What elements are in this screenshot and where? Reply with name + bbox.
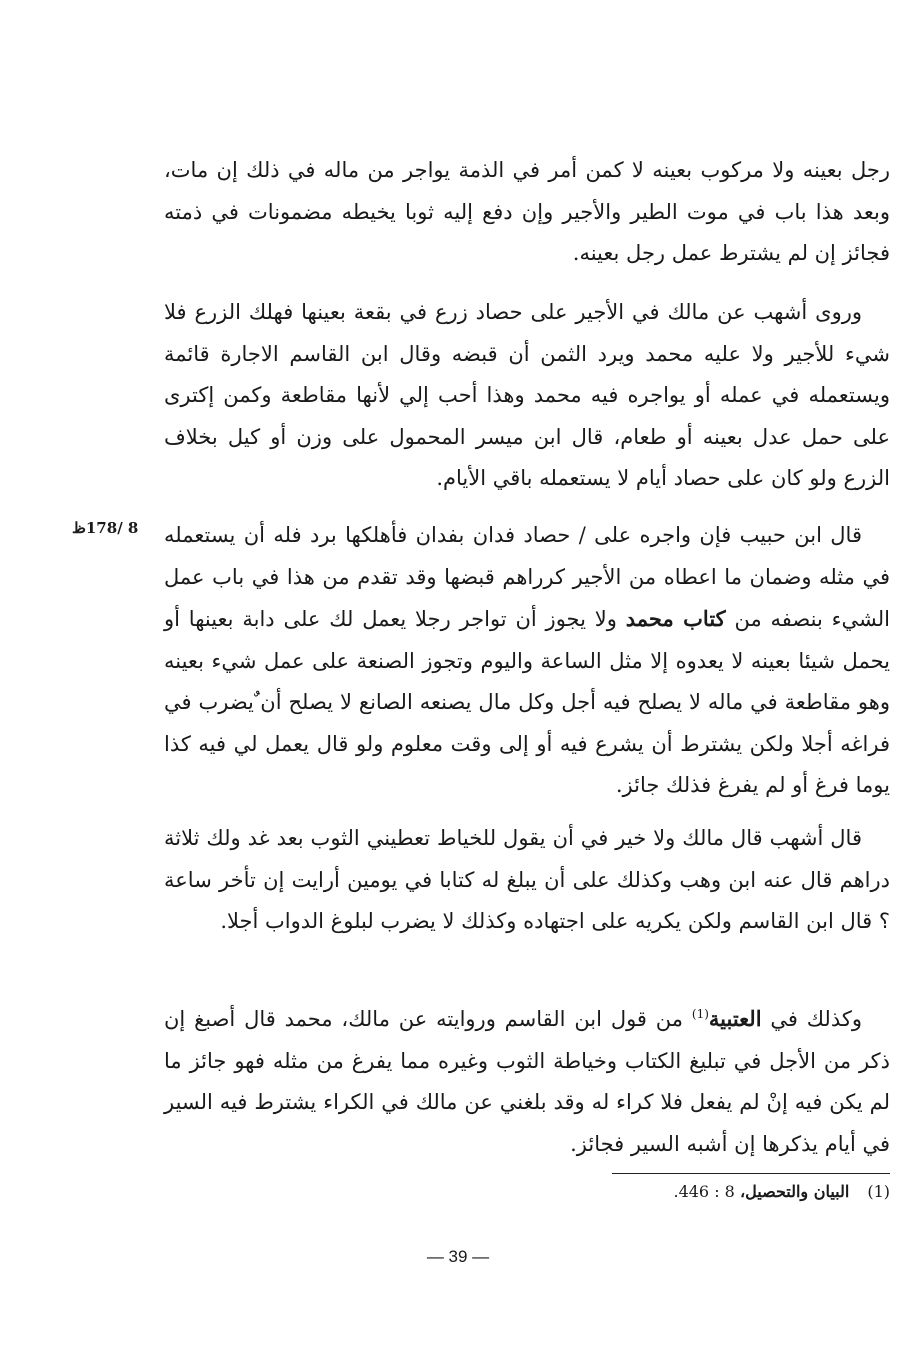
paragraph-1 <box>164 150 890 275</box>
footnote-marker: (1) <box>867 1182 890 1201</box>
paragraph-3 <box>164 515 890 807</box>
manuscript-folio-marker: 8 /178ظ <box>72 519 139 537</box>
paragraph-4 <box>164 818 890 943</box>
paragraph-4-text: قال أشهب قال مالك ولا خير في أن يقول للخياط تعطيني الثوب بعد غد ولك ثلاثة دراهم قال عنه ابن وهب وكذلك على أن يبلغ له كتابا في يومين أرايت إن تأخر ساعة ؟ قال ابن القاسم ولكن يكريه على اجتهاده وكذلك لا يضرب لبلوغ الدواب أجلا. <box>164 826 890 933</box>
book-title-kitab-muhammad: كتاب محمد <box>625 606 726 631</box>
paragraph-3-part-2: ولا يجوز أن تواجر رجلا يعمل لك على دابة بعينها أو يحمل شيئا بعينه لا يعدوه إلا مثل الساعة واليوم وتجوز الصنعة على عمل شيء بعينه وهو مقاطعة في ماله لا يصلح فيه أجل وكل مال يصنعه الصانع لا يصلح أن ٌيضرب في فراغه أجلا ولكن يشترط أن يشرع فيه أو إلى وقت معلوم ولو قال يعمل لي فيه كذا يوما فرغ أو لم يفرغ فذلك جائز. <box>164 607 890 797</box>
page-number: — 39 — <box>426 1247 490 1266</box>
paragraph-5-text <box>164 998 890 1165</box>
footnote <box>440 1180 890 1204</box>
paragraph-3-part-1: قال ابن حبيب فإن واجره على / حصاد فدان بفدان فأهلكها برد فله أن يستعمله في مثله وضمان ما اعطاه من الأجير كرراهم قبضها وقد تقدم من هذا في باب عمل الشيء بنصفه من <box>164 523 890 631</box>
footnote-citation: 8 : 446. <box>673 1182 740 1201</box>
footnote-source: البيان والتحصيل، <box>739 1182 850 1201</box>
paragraph-2-text: وروى أشهب عن مالك في الأجير على حصاد زرع في بقعة بعينها فهلك الزرع فلا شيء للأجير ولا عليه محمد ويرد الثمن أن قبضه وقال ابن القاسم الاجارة قائمة ويستعمله في عمله أو يواجره فيه محمد وهذا أحب إلي لأنها مقاطعة وكمن إكترى على حمل عدل بعينه أو طعام، قال ابن ميسر المحمول على وزن أو كيل بخلاف الزرع ولو كان على حصاد أيام لا يستعمله باقي الأيام. <box>164 300 890 490</box>
paragraph-5-rest: من قول ابن القاسم وروايته عن مالك، محمد قال أصبغ إن ذكر من الأجل في تبليغ الكتاب وخياطة الثوب وغيره مما يفرغ من مثله فهو جائز ما لم يكن فيه إنْ لم يفعل فلا كراء له وقد بلغني عن مالك في الكراء يشترط فيه السير في أيام يذكرها إن أشبه السير فجائز. <box>164 1007 890 1156</box>
footnote-reference: (1) <box>691 1007 709 1021</box>
paragraph-5-lead: وكذلك في <box>761 1007 862 1031</box>
paragraph-3-text <box>164 515 890 807</box>
footnote-separator <box>612 1173 890 1174</box>
paragraph-5 <box>164 998 890 1165</box>
book-title-al-utbiyya: العتبية <box>708 1006 762 1031</box>
paragraph-1-text: رجل بعينه ولا مركوب بعينه لا كمن أمر في الذمة يواجر من ماله في ذلك إن مات، وبعد هذا باب في موت الطير والأجير وإن دفع إليه ثوبا يخيطه مضمونات في ذمته فجائز إن لم يشترط عمل رجل بعينه. <box>164 158 890 265</box>
paragraph-2 <box>164 292 890 500</box>
